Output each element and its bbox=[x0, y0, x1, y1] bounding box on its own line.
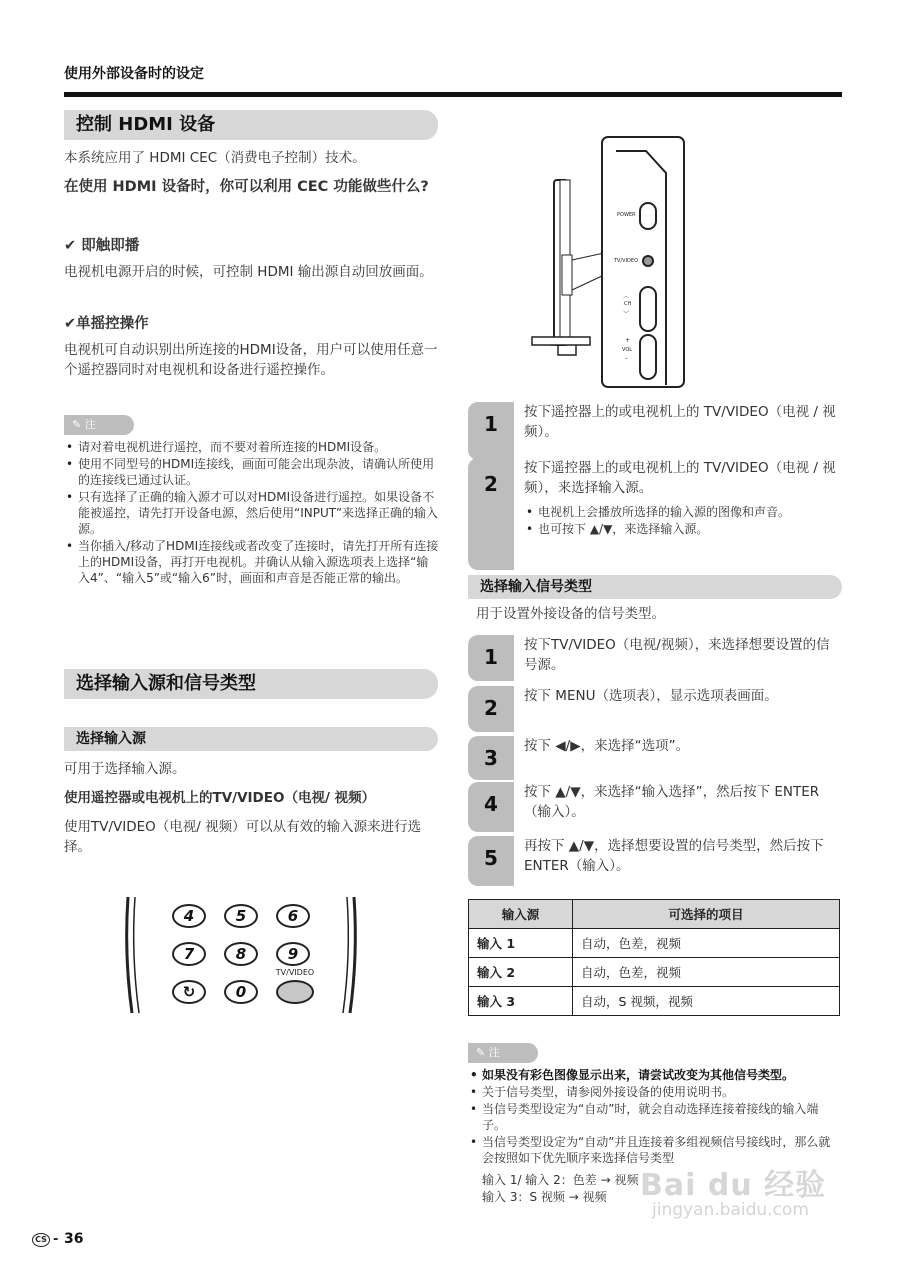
list-item: • 使用不同型号的HDMI连接线，画面可能会出现杂波，请确认所使用的连接线已通过认证。 bbox=[64, 456, 440, 488]
table-cell: 自动，色差，视频 bbox=[573, 958, 840, 987]
watermark-url: jingyan.baidu.com bbox=[652, 1200, 809, 1220]
table-cell: 输入 1 bbox=[469, 929, 573, 958]
signal-step-4 bbox=[468, 782, 842, 832]
hdmi-intro: 本系统应用了 HDMI CEC（消费电子控制）技术。 bbox=[64, 150, 366, 166]
note-icon: ✎ bbox=[72, 418, 85, 431]
power-label: POWER bbox=[617, 212, 636, 218]
step-number: 4 bbox=[468, 782, 514, 832]
step-number: 1 bbox=[468, 402, 514, 460]
list-item: • 关于信号类型，请参阅外接设备的使用说明书。 bbox=[468, 1084, 842, 1100]
source-step-1 bbox=[468, 402, 842, 460]
note-badge-hdmi bbox=[64, 415, 134, 435]
method-title: 使用遥控器或电视机上的TV/VIDEO（电视/ 视频） bbox=[64, 790, 376, 806]
source-intro: 可用于选择输入源。 bbox=[64, 761, 186, 777]
step-number: 2 bbox=[468, 458, 514, 570]
signal-notes-list bbox=[468, 1067, 842, 1167]
list-item: • 如果没有彩色图像显示出来，请尝试改变为其他信号类型。 bbox=[468, 1067, 842, 1083]
step-number: 5 bbox=[468, 836, 514, 886]
table-header: 可选择的项目 bbox=[573, 900, 840, 929]
note-badge-signal bbox=[468, 1043, 538, 1063]
step-text: 按下 ▲/▼，来选择“输入选择”，然后按下 ENTER（输入）。 bbox=[524, 784, 820, 820]
vol-minus-icon: – bbox=[625, 355, 628, 362]
remote-illustration bbox=[120, 895, 370, 1015]
method-text: 使用TV/VIDEO（电视/ 视频）可以从有效的输入源来进行选择。 bbox=[64, 819, 422, 855]
subsection-title-source: 选择输入源 bbox=[64, 727, 438, 751]
feature2-title: ✔单摇控操作 bbox=[64, 316, 149, 332]
note-label: 注 bbox=[84, 418, 96, 431]
step-number: 2 bbox=[468, 686, 514, 732]
vol-label: VOL bbox=[622, 347, 633, 353]
ch-up-icon: ︿ bbox=[623, 293, 630, 300]
feature2-text: 电视机可自动识别出所连接的HDMI设备，用户可以使用任意一个遥控器同时对电视机和设备进行遥控操作。 bbox=[64, 342, 438, 378]
key-9[interactable]: 9 bbox=[276, 942, 310, 966]
table-cell: 自动，S 视频，视频 bbox=[573, 987, 840, 1016]
tv-illustration bbox=[528, 135, 686, 390]
section-title-input: 选择输入源和信号类型 bbox=[64, 669, 438, 699]
list-item: • 当信号类型设定为“自动”并且连接着多组视频信号接线时，那么就会按照如下优先顺序来选择信号类型 bbox=[468, 1134, 842, 1166]
watermark-brand: Bai du 经验 bbox=[640, 1168, 827, 1203]
note-icon: ✎ bbox=[476, 1046, 489, 1059]
running-title: 使用外部设备时的设定 bbox=[64, 66, 204, 82]
list-item: • 也可按下 ▲/▼，来选择输入源。 bbox=[524, 521, 842, 537]
table-row bbox=[469, 958, 840, 987]
table-cell: 输入 2 bbox=[469, 958, 573, 987]
step-text: 按下遥控器上的或电视机上的 TV/VIDEO（电视 / 视频），来选择输入源。 bbox=[524, 460, 836, 496]
table-header-row bbox=[469, 900, 840, 929]
list-item: • 请对着电视机进行遥控，而不要对着所连接的HDMI设备。 bbox=[64, 439, 440, 455]
page-number: 36 bbox=[64, 1231, 84, 1247]
key-flashback[interactable]: ↻ bbox=[172, 980, 206, 1004]
step-text: 按下 ◀/▶，来选择“选项”。 bbox=[524, 738, 690, 754]
key-6[interactable]: 6 bbox=[276, 904, 310, 928]
key-5[interactable]: 5 bbox=[224, 904, 258, 928]
signal-type-table bbox=[468, 899, 840, 1016]
feature1-text: 电视机电源开启的时候，可控制 HDMI 输出源自动回放画面。 bbox=[64, 264, 433, 280]
subsection-title-signal: 选择输入信号类型 bbox=[468, 575, 842, 599]
table-cell: 输入 3 bbox=[469, 987, 573, 1016]
footer-dash: - bbox=[53, 1232, 59, 1247]
key-4[interactable]: 4 bbox=[172, 904, 206, 928]
vol-plus-icon: + bbox=[625, 337, 631, 344]
tvvideo-key-label: TV/VIDEO bbox=[275, 968, 315, 977]
section-title-hdmi: 控制 HDMI 设备 bbox=[64, 110, 438, 140]
list-item: • 电视机上会播放所选择的输入源的图像和声音。 bbox=[524, 504, 842, 520]
ch-down-icon: ﹀ bbox=[623, 311, 630, 318]
list-item: • 当你插入/移动了HDMI连接线或者改变了连接时，请先打开所有连接上的HDMI设备，再打开电视机。并确认从输入源选项表上选择“输入4”、“输入5”或“输入6”时，画面和声音是否能正常的输出。 bbox=[64, 538, 440, 586]
tv-side-view bbox=[528, 135, 686, 390]
list-item: • 只有选择了正确的输入源才可以对HDMI设备进行遥控。如果设备不能被遥控，请先打开设备电源，然后使用“INPUT”来选择正确的输入源。 bbox=[64, 489, 440, 537]
table-row bbox=[469, 929, 840, 958]
step-text: 按下 MENU（选项表），显示选项表画面。 bbox=[524, 688, 778, 704]
step-number: 3 bbox=[468, 736, 514, 780]
hdmi-notes-list bbox=[64, 439, 440, 587]
tv-video-label: TV/VIDEO bbox=[614, 258, 638, 264]
ch-label: CH bbox=[624, 301, 632, 307]
step-bullets bbox=[524, 504, 842, 537]
signal-intro: 用于设置外接设备的信号类型。 bbox=[476, 606, 665, 622]
note-label: 注 bbox=[488, 1046, 500, 1059]
signal-step-2 bbox=[468, 686, 842, 732]
language-code-badge: CS bbox=[32, 1233, 50, 1247]
table-header: 输入源 bbox=[469, 900, 573, 929]
header-rule bbox=[64, 92, 842, 97]
step-text: 再按下 ▲/▼，选择想要设置的信号类型，然后按下 ENTER（输入）。 bbox=[524, 838, 824, 874]
table-cell: 自动，色差，视频 bbox=[573, 929, 840, 958]
hdmi-question: 在使用 HDMI 设备时，你可以利用 CEC 功能做些什么? bbox=[64, 179, 429, 195]
list-item: • 当信号类型设定为“自动”时，就会自动选择连接着接线的输入端子。 bbox=[468, 1101, 842, 1133]
priority-line-1: 输入 1/ 输入 2：色差 → 视频 bbox=[482, 1173, 639, 1187]
key-8[interactable]: 8 bbox=[224, 942, 258, 966]
priority-line-2: 输入 3：S 视频 → 视频 bbox=[482, 1190, 607, 1204]
tvvideo-key[interactable] bbox=[276, 980, 314, 1004]
signal-step-1 bbox=[468, 635, 842, 681]
signal-step-5 bbox=[468, 836, 842, 886]
signal-step-3 bbox=[468, 736, 842, 780]
step-body bbox=[514, 458, 842, 570]
table-row bbox=[469, 987, 840, 1016]
step-text: 按下遥控器上的或电视机上的 TV/VIDEO（电视 / 视频）。 bbox=[524, 404, 836, 440]
step-text: 按下TV/VIDEO（电视/视频），来选择想要设置的信号源。 bbox=[524, 637, 830, 673]
step-number: 1 bbox=[468, 635, 514, 681]
key-7[interactable]: 7 bbox=[172, 942, 206, 966]
key-0[interactable]: 0 bbox=[224, 980, 258, 1004]
feature1-title: ✔ 即触即播 bbox=[64, 238, 140, 254]
source-step-2 bbox=[468, 458, 842, 570]
